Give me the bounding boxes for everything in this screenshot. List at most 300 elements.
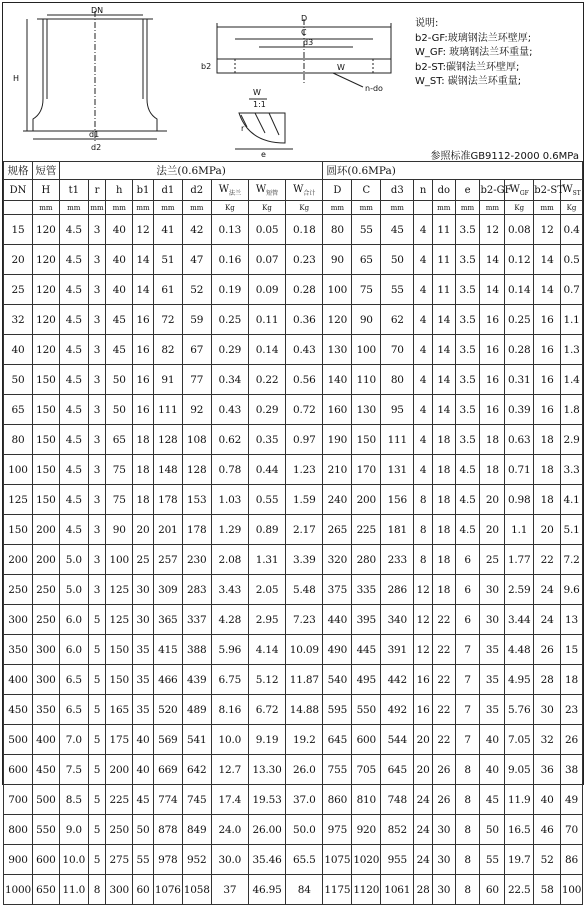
table-cell: 860 (323, 785, 352, 815)
table-cell: 3.5 (455, 335, 480, 365)
table-cell: 0.35 (248, 425, 285, 455)
label-dn: DN (91, 6, 104, 15)
table-cell: 90 (323, 245, 352, 275)
table-cell: 2.05 (248, 575, 285, 605)
table-cell: 16 (534, 365, 561, 395)
table-cell: 75 (352, 275, 381, 305)
table-cell: 283 (182, 575, 211, 605)
table-cell: 3.44 (505, 605, 534, 635)
table-cell: 3.5 (455, 365, 480, 395)
column-header: DN (4, 180, 33, 201)
table-cell: 16 (133, 305, 154, 335)
table-cell: 58 (534, 875, 561, 905)
table-cell: 12 (480, 215, 505, 245)
table-cell: 5.96 (211, 635, 248, 665)
table-cell: 540 (323, 665, 352, 695)
table-cell: 3 (88, 245, 106, 275)
table-cell: 14 (133, 245, 154, 275)
table-cell: 40 (534, 785, 561, 815)
table-cell: 0.56 (286, 365, 323, 395)
unit-cell: Kg (248, 201, 285, 215)
column-header: D (323, 180, 352, 201)
table-cell: 55 (133, 845, 154, 875)
table-cell: 400 (4, 665, 33, 695)
table-cell: 0.13 (211, 215, 248, 245)
unit-cell: mm (381, 201, 414, 215)
table-cell: 156 (381, 485, 414, 515)
table-cell: 250 (106, 815, 133, 845)
table-cell: 309 (153, 575, 182, 605)
unit-cell: Kg (211, 201, 248, 215)
table-cell: 642 (182, 755, 211, 785)
table-cell: 2.95 (248, 605, 285, 635)
table-cell: 42 (182, 215, 211, 245)
unit-cell: mm (323, 201, 352, 215)
table-cell: 150 (4, 515, 33, 545)
table-cell: 140 (323, 365, 352, 395)
table-row (4, 725, 583, 755)
table-cell: 3 (88, 545, 106, 575)
table-cell: 40 (480, 755, 505, 785)
table-cell: 3 (88, 275, 106, 305)
table-cell: 16 (534, 335, 561, 365)
table-cell: 774 (153, 785, 182, 815)
table-cell: 50 (480, 815, 505, 845)
table-cell: 0.14 (505, 275, 534, 305)
column-header: d3 (381, 180, 414, 201)
column-header: d1 (153, 180, 182, 201)
table-cell: 4.5 (59, 455, 88, 485)
table-cell: 391 (381, 635, 414, 665)
table-cell: 11 (432, 245, 455, 275)
table-cell: 1.23 (286, 455, 323, 485)
table-row (4, 785, 583, 815)
table-cell: 40 (106, 245, 133, 275)
table-cell: 3 (88, 515, 106, 545)
table-cell: 210 (323, 455, 352, 485)
table-cell: 1.3 (561, 335, 583, 365)
table-cell: 30 (432, 845, 455, 875)
unit-cell (414, 201, 433, 215)
table-cell: 8 (88, 875, 106, 905)
header-flange: 法兰(0.6MPa) (59, 162, 323, 180)
table-cell: 280 (352, 545, 381, 575)
table-cell: 849 (182, 815, 211, 845)
notes-line: b2-GF:玻璃钢法兰环壁厚; (415, 32, 532, 44)
table-cell: 50 (106, 395, 133, 425)
table-cell: 6.75 (211, 665, 248, 695)
table-cell: 92 (182, 395, 211, 425)
table-cell: 7 (455, 725, 480, 755)
table-row (4, 815, 583, 845)
table-cell: 110 (352, 365, 381, 395)
label-c: C (301, 28, 307, 37)
table-cell: 10.09 (286, 635, 323, 665)
table-cell: 5 (88, 725, 106, 755)
table-cell: 8 (414, 515, 433, 545)
table-cell: 200 (106, 755, 133, 785)
table-cell: 24 (414, 845, 433, 875)
unit-cell: mm (432, 201, 455, 215)
table-cell: 35 (480, 695, 505, 725)
table-cell: 0.98 (505, 485, 534, 515)
table-cell: 26.0 (286, 755, 323, 785)
table-cell: 120 (32, 245, 59, 275)
table-cell: 7.2 (561, 545, 583, 575)
table-cell: 18 (432, 575, 455, 605)
header-ring: 圆环(0.6MPa) (323, 162, 583, 180)
unit-cell: mm (182, 201, 211, 215)
table-cell: 30 (133, 575, 154, 605)
table-cell: 5 (88, 695, 106, 725)
table-cell: 1000 (4, 875, 33, 905)
table-cell: 24 (534, 605, 561, 635)
table-cell: 4.48 (505, 635, 534, 665)
notes-line: W_GF: 玻璃钢法兰环重量; (415, 47, 533, 58)
table-cell: 14 (432, 305, 455, 335)
table-cell: 4.14 (248, 635, 285, 665)
table-cell: 645 (323, 725, 352, 755)
table-cell: 5.48 (286, 575, 323, 605)
table-cell: 0.14 (248, 335, 285, 365)
notes-line: W_ST: 碳钢法兰环重量; (415, 76, 522, 87)
column-header: H (32, 180, 59, 201)
table-cell: 9.19 (248, 725, 285, 755)
notes (415, 17, 533, 90)
unit-cell: mm (153, 201, 182, 215)
table-cell: 0.36 (286, 305, 323, 335)
table-cell: 3.43 (211, 575, 248, 605)
table-cell: 111 (381, 425, 414, 455)
table-cell: 20 (480, 485, 505, 515)
table-cell: 175 (106, 725, 133, 755)
table-cell: 2.17 (286, 515, 323, 545)
table-cell: 67 (182, 335, 211, 365)
table-cell: 4.5 (59, 365, 88, 395)
table-cell: 150 (352, 425, 381, 455)
table-cell: 4 (414, 425, 433, 455)
table-cell: 35 (480, 635, 505, 665)
column-header: r (88, 180, 106, 201)
table-cell: 0.16 (211, 245, 248, 275)
table-cell: 9.0 (59, 815, 88, 845)
table-cell: 1.03 (211, 485, 248, 515)
table-cell: 0.71 (505, 455, 534, 485)
table-cell: 100 (106, 545, 133, 575)
table-cell: 22.5 (505, 875, 534, 905)
table-cell: 0.28 (286, 275, 323, 305)
table-cell: 16 (414, 695, 433, 725)
table-cell: 50 (106, 365, 133, 395)
table-row (4, 305, 583, 335)
table-cell: 55 (381, 275, 414, 305)
unit-cell (4, 201, 33, 215)
table-cell: 55 (352, 215, 381, 245)
table-cell: 3.5 (455, 245, 480, 275)
table-cell: 550 (352, 695, 381, 725)
table-cell: 700 (4, 785, 33, 815)
table-cell: 442 (381, 665, 414, 695)
table-cell: 16 (133, 395, 154, 425)
table-cell: 1020 (352, 845, 381, 875)
table-row (4, 365, 583, 395)
table-cell: 30 (480, 605, 505, 635)
table-cell: 1.77 (505, 545, 534, 575)
unit-cell: Kg (561, 201, 583, 215)
table-cell: 150 (32, 485, 59, 515)
table-cell: 852 (381, 815, 414, 845)
table-cell: 745 (182, 785, 211, 815)
label-w: W (337, 63, 345, 72)
table-cell: 5 (88, 845, 106, 875)
table-cell: 645 (381, 755, 414, 785)
table-cell: 7 (455, 665, 480, 695)
table-cell: 4.1 (561, 485, 583, 515)
table-cell: 40 (133, 725, 154, 755)
table-cell: 18 (432, 545, 455, 575)
table-cell: 72 (153, 305, 182, 335)
table-cell: 14.88 (286, 695, 323, 725)
table-cell: 55 (480, 845, 505, 875)
table-cell: 6 (455, 575, 480, 605)
table-cell: 18 (534, 425, 561, 455)
table-cell: 0.72 (286, 395, 323, 425)
table-cell: 14 (534, 245, 561, 275)
table-cell: 4.5 (455, 455, 480, 485)
table-cell: 59 (182, 305, 211, 335)
table-cell: 150 (32, 425, 59, 455)
table-cell: 2.59 (505, 575, 534, 605)
table-cell: 100 (352, 335, 381, 365)
table-cell: 375 (323, 575, 352, 605)
table-cell: 20 (414, 755, 433, 785)
table-cell: 0.09 (248, 275, 285, 305)
label-b2: b2 (201, 62, 212, 71)
table-cell: 18 (480, 425, 505, 455)
table-cell: 46 (534, 815, 561, 845)
header-spec: 规格 (4, 162, 33, 180)
table-cell: 400 (32, 725, 59, 755)
table-cell: 130 (352, 395, 381, 425)
table-cell: 6 (455, 605, 480, 635)
table-cell: 5.76 (505, 695, 534, 725)
column-header: do (432, 180, 455, 201)
table-cell: 337 (182, 605, 211, 635)
label-d1: d1 (89, 130, 100, 139)
table-cell: 4.5 (59, 395, 88, 425)
table-cell: 550 (32, 815, 59, 845)
table-cell: 61 (153, 275, 182, 305)
table-cell: 4.5 (59, 305, 88, 335)
table-cell: 5 (88, 635, 106, 665)
table-cell: 14 (480, 275, 505, 305)
table-cell: 26 (561, 725, 583, 755)
unit-cell: Kg (286, 201, 323, 215)
table-row (4, 275, 583, 305)
table-row (4, 425, 583, 455)
table-cell: 170 (352, 455, 381, 485)
table-cell: 3 (88, 215, 106, 245)
table-cell: 16 (414, 665, 433, 695)
table-cell: 35.46 (248, 845, 285, 875)
table-cell: 150 (106, 665, 133, 695)
table-cell: 150 (32, 365, 59, 395)
table-cell: 0.39 (505, 395, 534, 425)
table-cell: 1.1 (505, 515, 534, 545)
table-cell: 600 (4, 755, 33, 785)
table-cell: 11.87 (286, 665, 323, 695)
table-cell: 0.22 (248, 365, 285, 395)
table-cell: 5.0 (59, 545, 88, 575)
table-cell: 0.5 (561, 245, 583, 275)
table-cell: 12 (534, 215, 561, 245)
table-cell: 3 (88, 455, 106, 485)
table-cell: 22 (432, 725, 455, 755)
table-cell: 65 (4, 395, 33, 425)
table-cell: 125 (4, 485, 33, 515)
table-cell: 18 (432, 485, 455, 515)
table-cell: 952 (182, 845, 211, 875)
table-cell: 30 (432, 815, 455, 845)
table-cell: 350 (32, 695, 59, 725)
table-cell: 975 (323, 815, 352, 845)
table-cell: 878 (153, 815, 182, 845)
table-cell: 225 (352, 515, 381, 545)
table-cell: 10.0 (211, 725, 248, 755)
table-cell: 16 (480, 305, 505, 335)
table-cell: 11.9 (505, 785, 534, 815)
table-cell: 9.6 (561, 575, 583, 605)
table-cell: 20 (133, 515, 154, 545)
table-cell: 3.5 (455, 305, 480, 335)
table-cell: 7.05 (505, 725, 534, 755)
table-cell: 60 (133, 875, 154, 905)
table-cell: 1.31 (248, 545, 285, 575)
table-cell: 45 (106, 335, 133, 365)
table-cell: 439 (182, 665, 211, 695)
table-cell: 0.4 (561, 215, 583, 245)
table-cell: 8 (455, 875, 480, 905)
table-cell: 30 (480, 575, 505, 605)
table-cell: 128 (182, 455, 211, 485)
table-cell: 275 (106, 845, 133, 875)
notes-line: b2-ST:碳钢法兰环壁厚; (415, 61, 520, 73)
table-cell: 18 (480, 455, 505, 485)
table-cell: 0.43 (286, 335, 323, 365)
table-cell: 23 (561, 695, 583, 725)
table-cell: 3.5 (455, 425, 480, 455)
table-cell: 52 (534, 845, 561, 875)
table-cell: 16.5 (505, 815, 534, 845)
table-cell: 705 (352, 755, 381, 785)
table-cell: 16 (480, 365, 505, 395)
table-cell: 20 (480, 515, 505, 545)
table-cell: 178 (182, 515, 211, 545)
table-cell: 18 (133, 485, 154, 515)
table-cell: 18 (534, 455, 561, 485)
table-cell: 201 (153, 515, 182, 545)
table-cell: 810 (352, 785, 381, 815)
table-cell: 450 (4, 695, 33, 725)
table-cell: 7.23 (286, 605, 323, 635)
table-cell: 6.5 (59, 665, 88, 695)
table-cell: 4 (414, 245, 433, 275)
table-cell: 90 (352, 305, 381, 335)
table-cell: 15 (4, 215, 33, 245)
table-cell: 12.7 (211, 755, 248, 785)
unit-cell: mm (480, 201, 505, 215)
table-cell: 14 (432, 365, 455, 395)
table-cell: 181 (381, 515, 414, 545)
table-cell: 80 (323, 215, 352, 245)
table-cell: 0.11 (248, 305, 285, 335)
datasheet (2, 2, 584, 896)
table-cell: 25 (480, 545, 505, 575)
table-cell: 111 (153, 395, 182, 425)
table-cell: 108 (182, 425, 211, 455)
unit-row (4, 201, 583, 215)
table-cell: 14 (534, 275, 561, 305)
table-cell: 900 (4, 845, 33, 875)
table-cell: 3 (88, 425, 106, 455)
table-cell: 0.29 (248, 395, 285, 425)
table-cell: 3 (88, 485, 106, 515)
table-cell: 4.5 (59, 275, 88, 305)
table-cell: 7 (455, 695, 480, 725)
table-cell: 125 (106, 605, 133, 635)
table-cell: 120 (32, 335, 59, 365)
table-cell: 150 (106, 635, 133, 665)
table-cell: 160 (323, 395, 352, 425)
table-cell: 28 (534, 665, 561, 695)
table-cell: 26 (432, 755, 455, 785)
table-cell: 3.5 (455, 275, 480, 305)
table-cell: 25 (4, 275, 33, 305)
table-cell: 286 (381, 575, 414, 605)
table-cell: 16 (534, 395, 561, 425)
table-cell: 26.00 (248, 815, 285, 845)
table-row (4, 635, 583, 665)
table-cell: 0.55 (248, 485, 285, 515)
table-row (4, 605, 583, 635)
table-cell: 75 (106, 485, 133, 515)
table-cell: 84 (286, 875, 323, 905)
table-cell: 5 (88, 665, 106, 695)
table-cell: 95 (381, 395, 414, 425)
table-cell: 18 (561, 665, 583, 695)
label-d: D (301, 14, 308, 23)
table-cell: 500 (4, 725, 33, 755)
table-cell: 8.16 (211, 695, 248, 725)
table-row (4, 875, 583, 905)
table-cell: 0.7 (561, 275, 583, 305)
table-cell: 35 (133, 665, 154, 695)
table-cell: 2.9 (561, 425, 583, 455)
table-cell: 26 (534, 635, 561, 665)
table-cell: 520 (153, 695, 182, 725)
table-cell: 200 (32, 545, 59, 575)
table-cell: 26 (432, 785, 455, 815)
table-cell: 495 (352, 665, 381, 695)
table-cell: 4.28 (211, 605, 248, 635)
table-cell: 0.07 (248, 245, 285, 275)
table-cell: 2.08 (211, 545, 248, 575)
table-cell: 445 (352, 635, 381, 665)
column-header: C (352, 180, 381, 201)
table-cell: 0.12 (505, 245, 534, 275)
table-cell: 388 (182, 635, 211, 665)
table-cell: 544 (381, 725, 414, 755)
